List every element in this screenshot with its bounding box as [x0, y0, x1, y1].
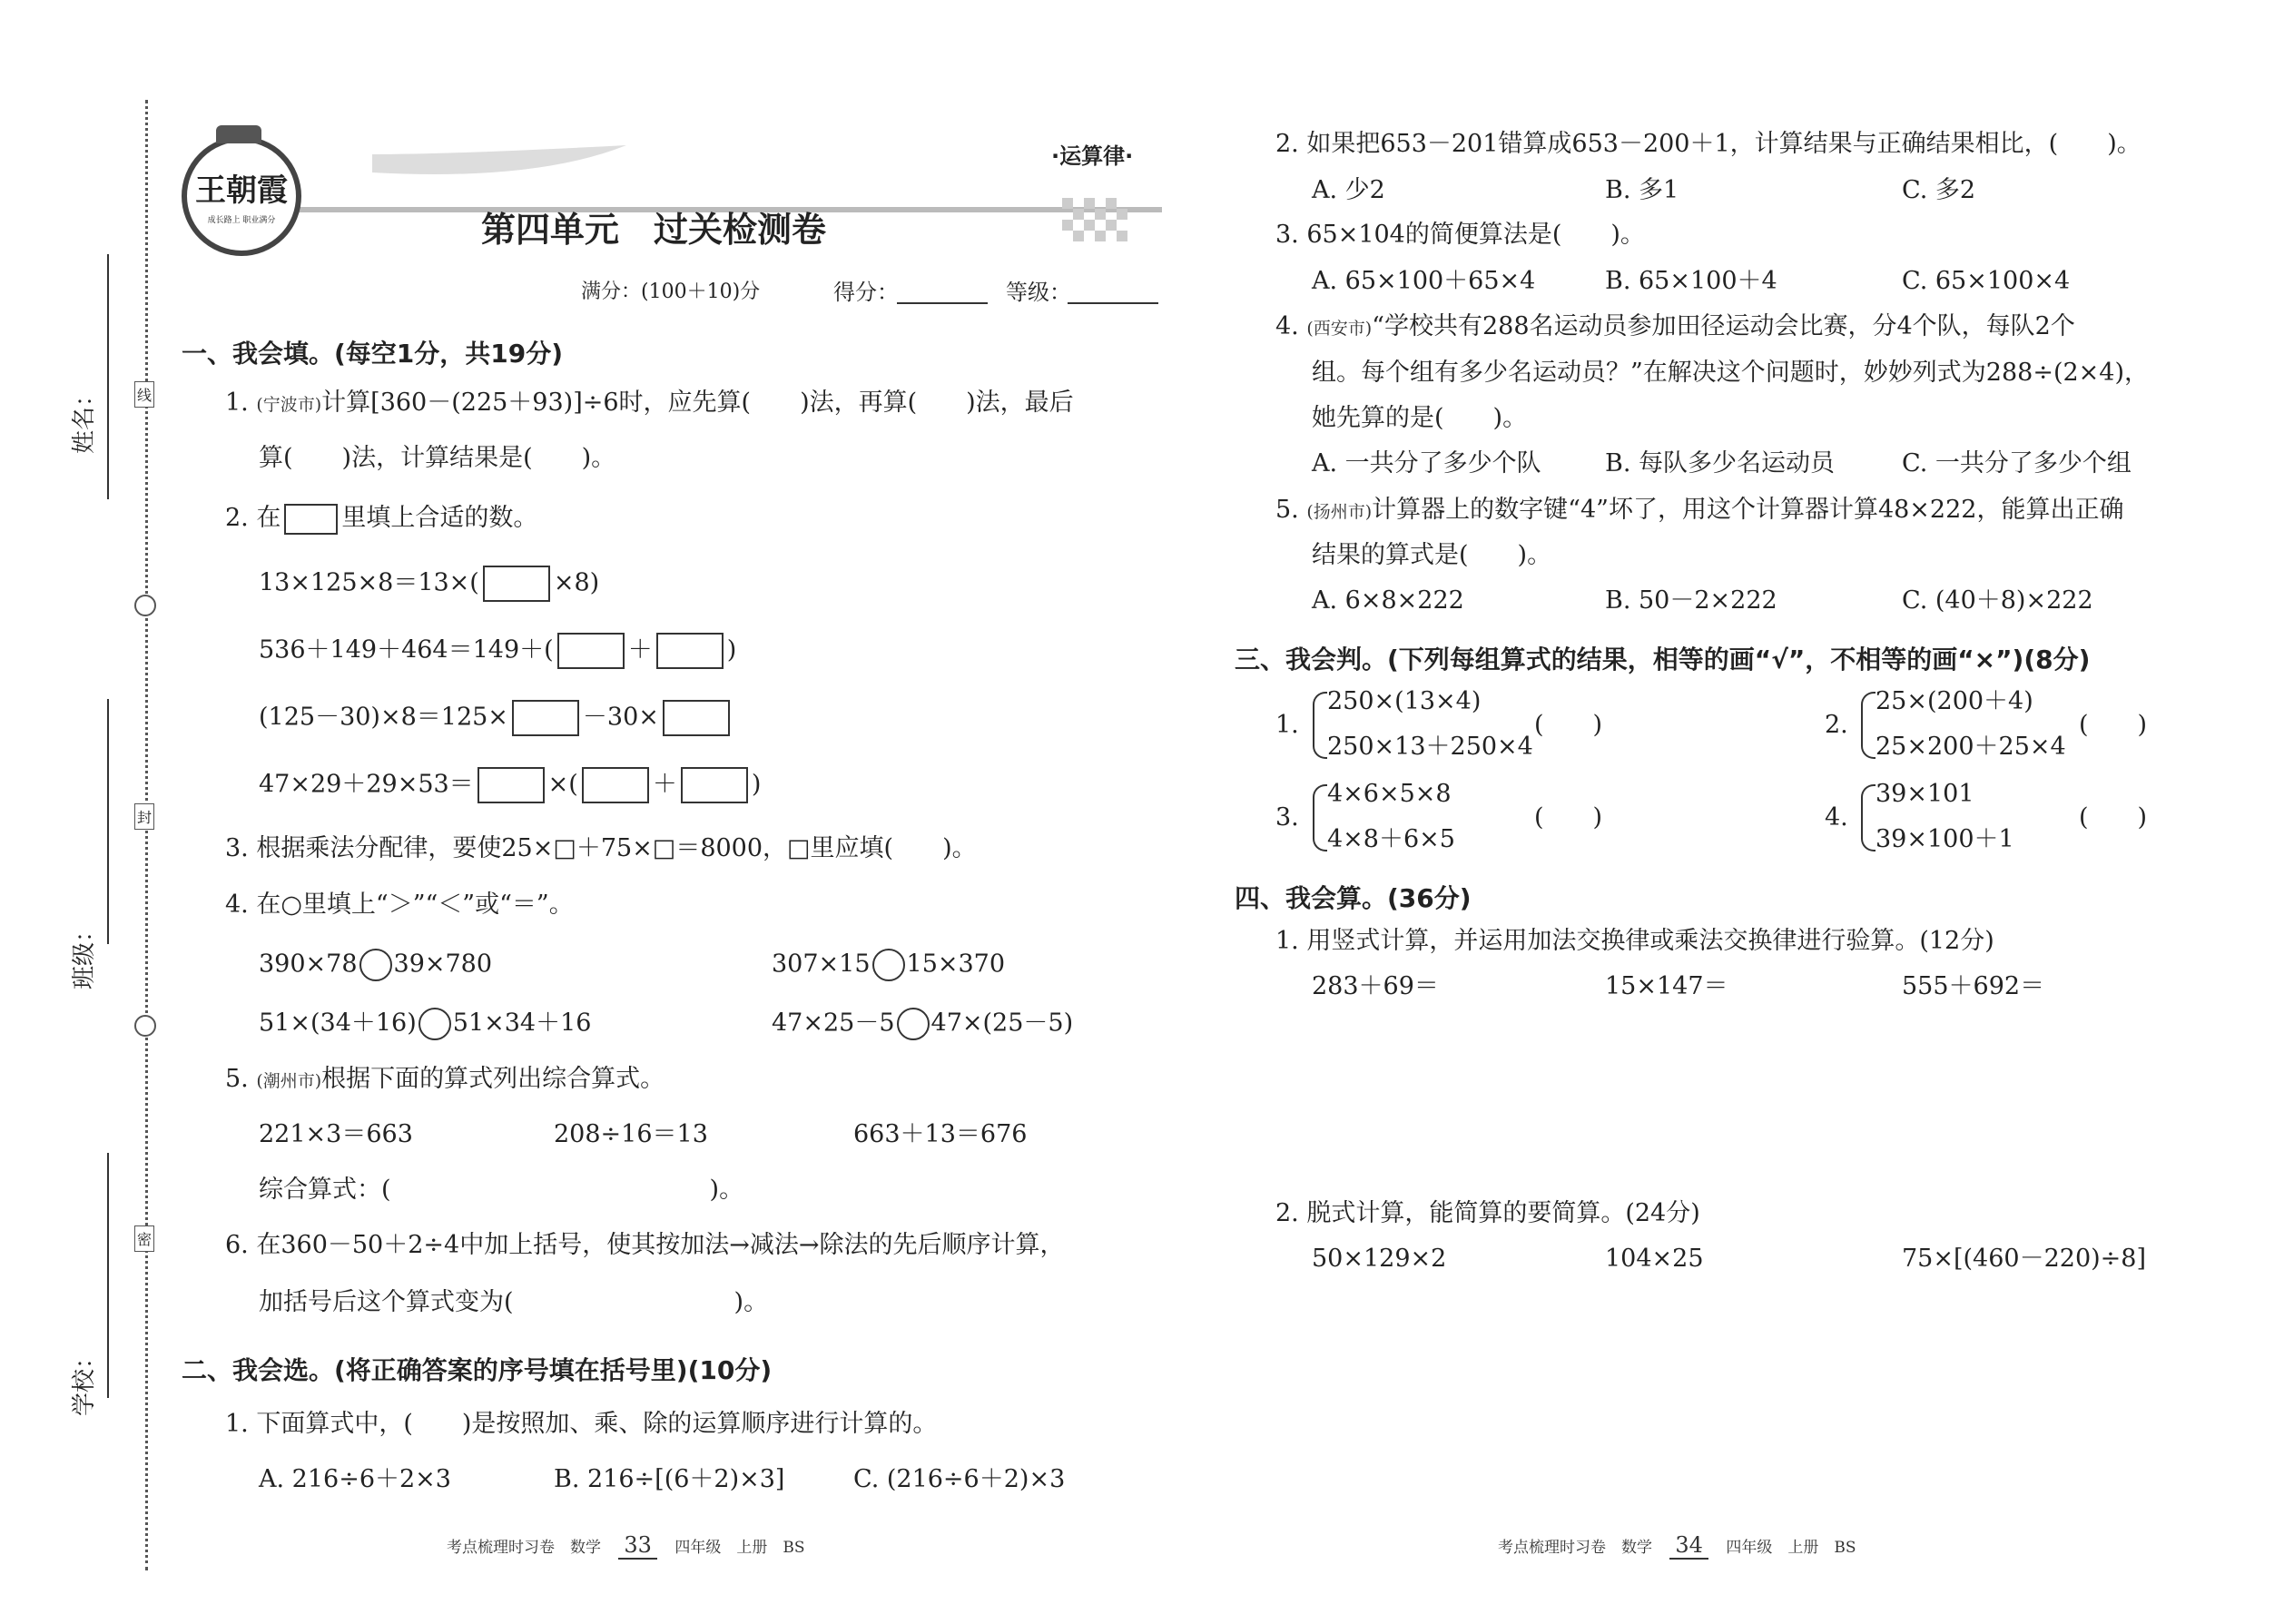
answer-box[interactable] — [557, 633, 625, 669]
answer-paren[interactable]: ( ) — [1534, 803, 1603, 832]
grade-label: 等级： — [1006, 280, 1071, 305]
q1-text: 计算[360－(225＋93)]÷6时，应先算( )法，再算( )法，最后 — [321, 389, 1074, 417]
s1-q2-row2: 536＋149＋464＝149＋( ＋ ) — [259, 633, 736, 669]
s1-q3: 3. 根据乘法分配律，要使25×□＋75×□＝8000，□里应填( )。 — [225, 834, 977, 862]
seal-mark-1: 线 — [134, 381, 154, 408]
work-area-1[interactable] — [1275, 1012, 2210, 1194]
s2-q3-c: C. 65×100×4 — [1902, 267, 2071, 295]
s4-q2-e3: 75×[(460－220)÷8] — [1902, 1245, 2146, 1273]
section3-title: 三、我会判。(下列每组算式的结果，相等的画“√”，不相等的画“×”)(8分) — [1235, 645, 2091, 674]
answer-box[interactable] — [582, 767, 649, 803]
s1-q5-answer: 综合算式：( )。 — [259, 1176, 744, 1204]
page-title: 第四单元 过关检测卷 — [481, 210, 827, 250]
logo-sub: 成长路上 职业满分 — [207, 216, 276, 225]
score-label: 得分： — [833, 280, 899, 305]
s1-q2-row1: 13×125×8＝13×( ×8) — [259, 566, 599, 602]
s2-q1-c: C. (216÷6＋2)×3 — [853, 1465, 1066, 1493]
brace-icon — [1861, 784, 1876, 851]
s4-q2-e2: 104×25 — [1605, 1245, 1704, 1273]
s2-q2-a: A. 少2 — [1312, 176, 1385, 204]
s1-q6-line1: 6. 在360－50＋2÷4中加上括号，使其按加法→减法→除法的先后顺序计算， — [225, 1231, 1065, 1259]
section4-title: 四、我会算。(36分) — [1235, 883, 1472, 913]
s4-q2: 2. 脱式计算，能简算的要简算。(24分) — [1275, 1199, 1700, 1227]
compare-circle[interactable] — [359, 949, 392, 981]
s2-q5-line2: 结果的算式是( )。 — [1312, 541, 1552, 569]
compare-circle[interactable] — [418, 1008, 451, 1040]
footer-right: 考点梳理时习卷 数学 34 四年级 上册 BS — [1498, 1532, 1856, 1558]
section1-title: 一、我会填。(每空1分，共19分) — [182, 339, 564, 369]
s2-q4-line3: 她先算的是( )。 — [1312, 404, 1528, 432]
s2-q4-a: A. 一共分了多少个队 — [1312, 449, 1541, 477]
s2-q5-c: C. (40＋8)×222 — [1902, 586, 2093, 615]
score-field[interactable] — [897, 302, 988, 304]
s4-q1-e2: 15×147＝ — [1605, 972, 1728, 1000]
s1-q2-row3: (125－30)×8＝125× －30× — [259, 700, 733, 736]
s2-q3: 3. 65×104的简便算法是( )。 — [1275, 221, 1645, 249]
s2-q3-a: A. 65×100＋65×4 — [1312, 267, 1536, 295]
s1-q2-row4: 47×29＋29×53＝ ×( ＋ ) — [259, 767, 761, 803]
region-tag: (西安市) — [1306, 319, 1373, 339]
page-number: 34 — [1669, 1532, 1708, 1560]
s2-q5-b: B. 50－2×222 — [1605, 586, 1777, 615]
s2-q1-b: B. 216÷[(6＋2)×3] — [554, 1465, 785, 1493]
region-tag: (潮州市) — [256, 1071, 322, 1091]
logo-badge — [182, 136, 301, 256]
s2-q5-line1: 5. (扬州市)计算器上的数字键“4”坏了，用这个计算器计算48×222，能算出正确 — [1275, 496, 2124, 524]
full-score: 满分：(100＋10)分 — [581, 281, 761, 303]
logo-text: 王朝霞 — [195, 172, 288, 209]
brace-icon — [1313, 784, 1327, 851]
compare-circle[interactable] — [897, 1008, 930, 1040]
s2-q4-b: B. 每队多少名运动员 — [1605, 449, 1836, 477]
s1-q1-line1: 1. (宁波市)计算[360－(225＋93)]÷6时，应先算( )法，再算( )法，最后 — [225, 389, 1074, 417]
s1-q4-b: 307×15 15×370 — [772, 949, 1005, 981]
s1-q4-d: 47×25－5 47×(25－5) — [772, 1008, 1073, 1040]
topic-tag: ·运算律· — [1051, 143, 1134, 169]
s1-q5-e1: 221×3＝663 — [259, 1120, 413, 1148]
grade-field[interactable] — [1068, 302, 1158, 304]
s2-q2-c: C. 多2 — [1902, 176, 1976, 204]
s1-q4-c: 51×(34＋16) 51×34＋16 — [259, 1008, 591, 1040]
answer-box[interactable] — [656, 633, 724, 669]
answer-box-sample — [284, 504, 338, 535]
name-line — [107, 254, 109, 499]
region-tag: (宁波市) — [256, 395, 322, 415]
crown-icon — [216, 125, 261, 143]
s2-q4-c: C. 一共分了多少个组 — [1902, 449, 2132, 477]
binding-hole-icon — [134, 595, 156, 616]
s1-q2-prompt: 2. 在 里填上合适的数。 — [225, 503, 537, 535]
s1-q6-line2: 加括号后这个算式变为( )。 — [259, 1288, 769, 1316]
school-label: 学校： — [71, 1344, 98, 1416]
binding-hole-icon — [134, 1015, 156, 1037]
brace-icon — [1313, 692, 1327, 759]
answer-box[interactable] — [681, 767, 748, 803]
answer-paren[interactable]: ( ) — [1534, 711, 1603, 739]
class-line — [107, 699, 109, 944]
page-number: 33 — [618, 1532, 657, 1560]
s4-q1-e1: 283＋69＝ — [1312, 972, 1439, 1000]
s1-q4-a: 390×78 39×780 — [259, 949, 492, 981]
seal-mark-3: 密 — [134, 1225, 154, 1252]
s4-q1-e3: 555＋692＝ — [1902, 972, 2045, 1000]
s1-q5: 5. (潮州市)根据下面的算式列出综合算式。 — [225, 1065, 665, 1093]
seal-mark-2: 封 — [134, 803, 154, 830]
school-line — [107, 1153, 109, 1398]
s1-q4: 4. 在○里填上“＞”“＜”或“＝”。 — [225, 891, 574, 919]
s2-q2: 2. 如果把653－201错算成653－200＋1，计算结果与正确结果相比，( )。 — [1275, 130, 2141, 158]
name-label: 姓名： — [71, 382, 98, 454]
class-label: 班级： — [71, 918, 98, 989]
s2-q1-a: A. 216÷6＋2×3 — [259, 1465, 451, 1493]
s2-q5-a: A. 6×8×222 — [1312, 586, 1464, 615]
s4-q1: 1. 用竖式计算，并运用加法交换律或乘法交换律进行验算。(12分) — [1275, 927, 1994, 955]
s4-q2-e1: 50×129×2 — [1312, 1245, 1447, 1273]
dotted-binding-line — [145, 100, 148, 1570]
region-tag: (扬州市) — [1306, 502, 1373, 522]
section2-title: 二、我会选。(将正确答案的序号填在括号里)(10分) — [182, 1355, 773, 1385]
answer-box[interactable] — [478, 767, 545, 803]
s2-q4-line2: 组。每个组有多少名运动员？”在解决这个问题时，妙妙列式为288÷(2×4)， — [1312, 359, 2150, 387]
answer-box[interactable] — [483, 566, 550, 602]
answer-box[interactable] — [512, 700, 579, 736]
s2-q2-b: B. 多1 — [1605, 176, 1679, 204]
s2-q1: 1. 下面算式中，( )是按照加、乘、除的运算顺序进行计算的。 — [225, 1410, 938, 1438]
answer-box[interactable] — [663, 700, 730, 736]
s1-q1-line2: 算( )法，计算结果是( )。 — [259, 444, 616, 472]
answer-paren[interactable]: ( ) — [2079, 803, 2148, 832]
compare-circle[interactable] — [872, 949, 905, 981]
work-area-2[interactable] — [1275, 1284, 2210, 1502]
s1-q5-e2: 208÷16＝13 — [554, 1120, 708, 1148]
brace-icon — [1861, 692, 1876, 759]
s1-q5-e3: 663＋13＝676 — [853, 1120, 1028, 1148]
s2-q4-line1: 4. (西安市)“学校共有288名运动员参加田径运动会比赛，分4个队，每队2个 — [1275, 312, 2075, 340]
answer-paren[interactable]: ( ) — [2079, 711, 2148, 739]
footer-left: 考点梳理时习卷 数学 33 四年级 上册 BS — [447, 1532, 805, 1558]
s2-q3-b: B. 65×100＋4 — [1605, 267, 1777, 295]
